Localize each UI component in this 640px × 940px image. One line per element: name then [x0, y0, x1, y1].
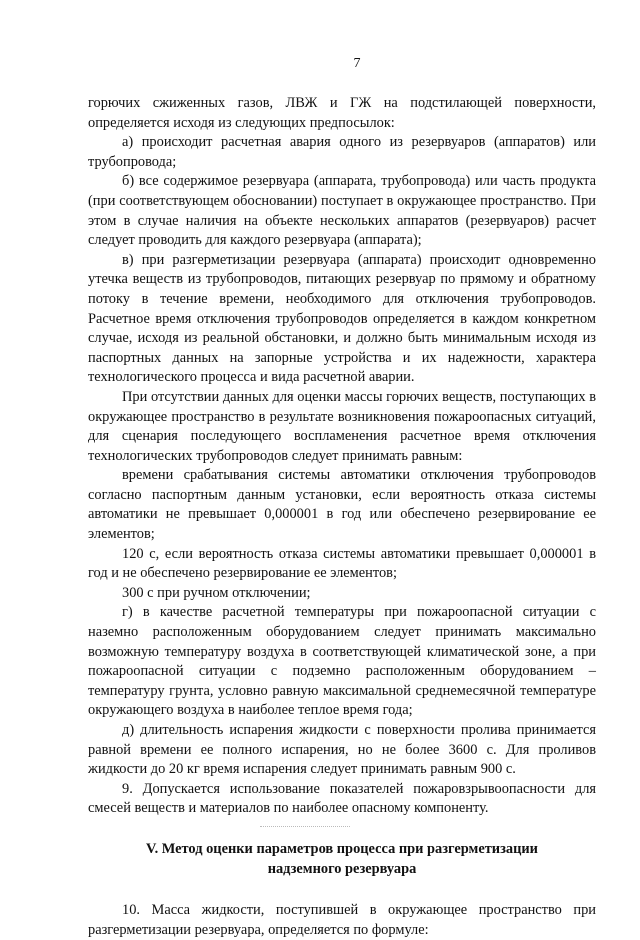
paragraph: г) в качестве расчетной температуры при пожароопасной ситуации с наземно расположенным оборудованием следует принимать максимально возможную температуру воздуха в соответствующей климатической зоне, а при пожароопасной ситуации с подземно расположенным оборудованием – температуру грунта, условно равную максимальной среднемесячной температуре окружающего воздуха в наиболее теплое время года; — [88, 604, 596, 719]
paragraph: горючих сжиженных газов, ЛВЖ и ГЖ на подстилающей поверхности, определяется исходя из следующих предпосылок: — [88, 95, 596, 131]
section-title — [88, 839, 596, 879]
paragraph: б) все содержимое резервуара (аппарата, трубопровода) или часть продукта (при соответствующем обосновании) поступает в окружающее пространство. При этом в случае наличия на объекте нескольких аппаратов (резервуаров) расчет следует проводить для каждого резервуара (аппарата); — [88, 173, 596, 249]
paragraph: При отсутствии данных для оценки массы горючих веществ, поступающих в окружающее пространство в результате возникновения пожароопасных ситуаций, для сценария последующего воспламенения расчетное время отключения технологических трубопроводов следует принимать равным: — [88, 388, 596, 464]
paragraph: времени срабатывания системы автоматики отключения трубопроводов согласно паспортным данным установки, если вероятность отказа системы автоматики не превышает 0,000001 в год или обеспечено резервирование ее элементов; — [88, 467, 596, 543]
section-title-line-1: V. Метод оценки параметров процесса при разгерметизации — [146, 840, 538, 857]
paragraph: 300 с при ручном отключении; — [122, 584, 311, 601]
paragraph: а) происходит расчетная авария одного из резервуаров (аппаратов) или трубопровода; — [88, 134, 596, 170]
body-text — [88, 94, 596, 940]
page-number: 7 — [353, 56, 361, 71]
paragraph: 10. Масса жидкости, поступившей в окружающее пространство при разгерметизации резервуара, определяется по формуле: — [88, 901, 596, 938]
paragraph: 9. Допускается использование показателей пожаровзрывоопасности для смесей веществ и материалов по наиболее опасному компоненту. — [88, 780, 596, 817]
paragraph: в) при разгерметизации резервуара (аппарата) происходит одновременно утечка веществ из трубопроводов, питающих резервуар по прямому и обратному потоку в течение времени, необходимого для отключения трубопроводов. Расчетное время отключения трубопроводов определяется в каждом конкретном случае, исходя из реальной обстановки, и должно быть минимальным исходя из паспортных данных на запорные устройства и их надежности, характера технологического процесса и вида расчетной аварии. — [88, 251, 596, 386]
formula-placeholder — [260, 826, 350, 833]
paragraph: 120 с, если вероятность отказа системы автоматики превышает 0,000001 в год и не обеспечено резервирование ее элементов; — [88, 545, 596, 582]
paragraph: д) длительность испарения жидкости с поверхности пролива принимается равной времени ее полного испарения, но не более 3600 с. Для проливов жидкости до 20 кг время испарения следует принимать равным 900 с. — [88, 722, 596, 778]
section-title-line-2: надземного резервуара — [267, 860, 417, 877]
